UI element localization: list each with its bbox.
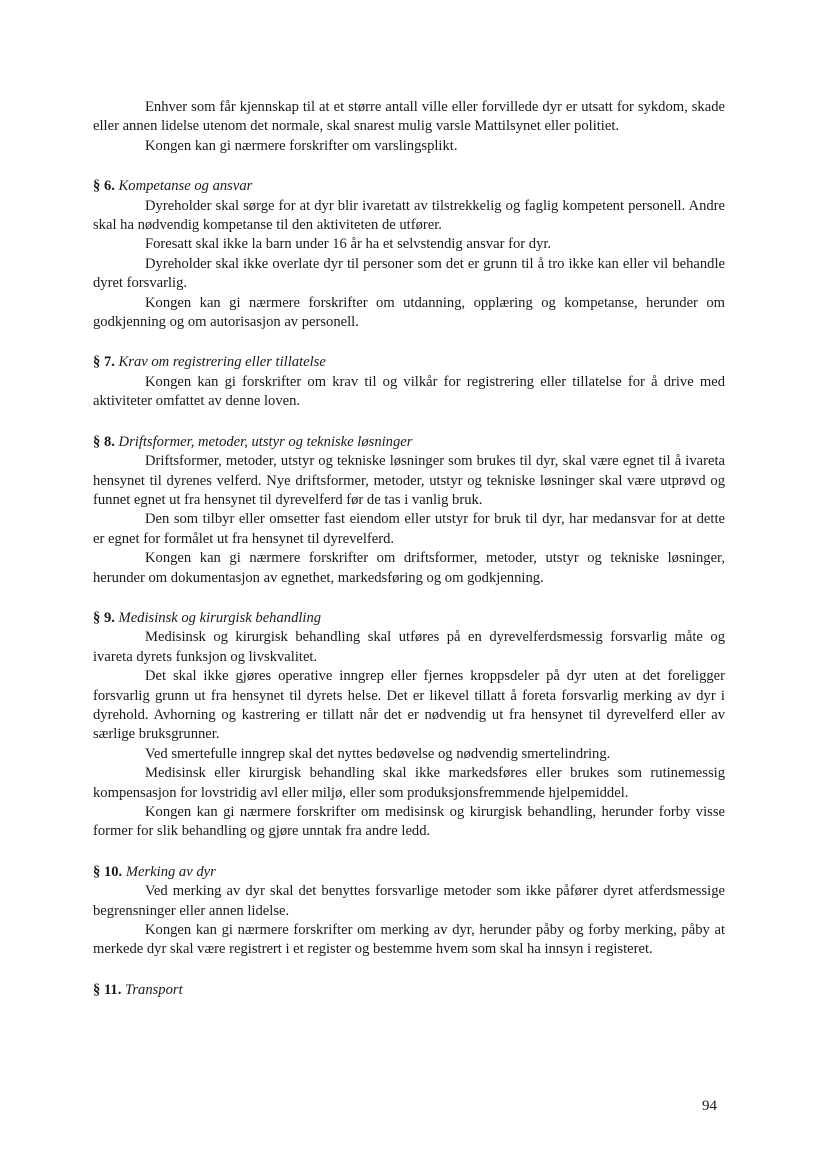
section-heading bbox=[93, 433, 725, 452]
paragraph: Den som tilbyr eller omsetter fast eiendom eller utstyr for bruk til dyr, har medansvar for at dette er egnet for formålet ut fra hensynet til dyrevelferd. bbox=[93, 511, 725, 547]
section-7 bbox=[93, 353, 725, 411]
paragraph: Kongen kan gi nærmere forskrifter om medisinsk og kirurgisk behandling, herunder forby visse former for slik behandling og gjøre unntak fra andre ledd. bbox=[93, 804, 725, 840]
intro-block bbox=[93, 98, 725, 156]
section-title: Medisinsk og kirurgisk behandling bbox=[118, 609, 322, 626]
section-title: Transport bbox=[125, 981, 183, 998]
section-title: Merking av dyr bbox=[125, 863, 216, 880]
section-heading bbox=[93, 353, 725, 372]
page-number: 94 bbox=[702, 1098, 717, 1114]
section-title: Kompetanse og ansvar bbox=[118, 178, 253, 195]
paragraph: Medisinsk og kirurgisk behandling skal utføres på en dyrevelferdsmessig forsvarlig måte og ivareta dyrets funksjon og livskvalitet. bbox=[93, 629, 725, 665]
document-body bbox=[93, 98, 725, 1000]
section-number: § 11. bbox=[93, 981, 122, 998]
section-title: Driftsformer, metoder, utstyr og tekniske løsninger bbox=[118, 433, 413, 450]
section-9 bbox=[93, 609, 725, 842]
paragraph: Driftsformer, metoder, utstyr og tekniske løsninger som brukes til dyr, skal være egnet til å ivareta hensynet til dyrenes velferd. Nye driftsformer, metoder, utstyr og tekniske løsninger skal være utprøvd og funnet egnet ut fra hensynet til dyrevelferd før de tas i vanlig bruk. bbox=[93, 453, 725, 508]
section-heading bbox=[93, 177, 725, 196]
section-heading bbox=[93, 609, 725, 628]
section-8 bbox=[93, 433, 725, 588]
paragraph: Ved smertefulle inngrep skal det nyttes bedøvelse og nødvendig smertelindring. bbox=[145, 745, 611, 762]
paragraph: Kongen kan gi forskrifter om krav til og vilkår for registrering eller tillatelse for å drive med aktiviteter omfattet av denne loven. bbox=[93, 373, 725, 410]
paragraph: Kongen kan gi nærmere forskrifter om driftsformer, metoder, utstyr og tekniske løsninger, herunder om dokumentasjon av egnethet, markedsføring og om godkjenning. bbox=[93, 550, 725, 586]
section-11 bbox=[93, 981, 725, 1000]
section-number: § 7. bbox=[93, 354, 115, 371]
section-title: Krav om registrering eller tillatelse bbox=[118, 354, 326, 371]
paragraph: Kongen kan gi nærmere forskrifter om merking av dyr, herunder påby og forby merking, påby at merkede dyr skal være registrert i et register og bestemme hvem som skal ha innsyn i registeret. bbox=[93, 922, 725, 958]
paragraph: Medisinsk eller kirurgisk behandling skal ikke markedsføres eller brukes som rutinemessig kompensasjon for lovstridig avl eller miljø, eller som produksjonsfremmende hjelpemiddel. bbox=[93, 765, 725, 801]
paragraph: Det skal ikke gjøres operative inngrep eller fjernes kroppsdeler på dyr uten at det foreligger forsvarlig grunn ut fra hensynet til dyrets helse. Det er likevel tillatt å foreta forsvarlig merking av dyr i dyrehold. Avhorning og kastrering er tillatt når det er nødvendig ut fra hensynet til dyrevelferd eller av særlige bruksgrunner. bbox=[93, 668, 725, 743]
paragraph: Dyreholder skal ikke overlate dyr til personer som det er grunn til å tro ikke kan eller vil behandle dyret forsvarlig. bbox=[93, 255, 725, 292]
section-10 bbox=[93, 863, 725, 960]
paragraph: Kongen kan gi nærmere forskrifter om utdanning, opplæring og kompetanse, herunder om godkjenning og om autorisasjon av personell. bbox=[93, 294, 725, 331]
section-heading bbox=[93, 981, 725, 1000]
section-number: § 10. bbox=[93, 863, 123, 880]
paragraph: Ved merking av dyr skal det benyttes forsvarlige metoder som ikke påfører dyret atferdsmessige begrensninger eller annen lidelse. bbox=[93, 883, 725, 919]
paragraph: Foresatt skal ikke la barn under 16 år ha et selvstendig ansvar for dyr. bbox=[145, 236, 552, 253]
paragraph: Dyreholder skal sørge for at dyr blir ivaretatt av tilstrekkelig og faglig kompetent personell. Andre skal ha nødvendig kompetanse til den aktiviteten de utfører. bbox=[93, 197, 725, 234]
paragraph: Enhver som får kjennskap til at et større antall ville eller forvillede dyr er utsatt for sykdom, skade eller annen lidelse utenom det normale, skal snarest mulig varsle Mattilsynet eller politiet. bbox=[93, 99, 725, 135]
section-6 bbox=[93, 177, 725, 332]
section-number: § 8. bbox=[93, 433, 115, 450]
section-heading bbox=[93, 863, 725, 882]
section-number: § 6. bbox=[93, 178, 115, 195]
section-number: § 9. bbox=[93, 609, 115, 626]
paragraph: Kongen kan gi nærmere forskrifter om varslingsplikt. bbox=[145, 137, 458, 154]
